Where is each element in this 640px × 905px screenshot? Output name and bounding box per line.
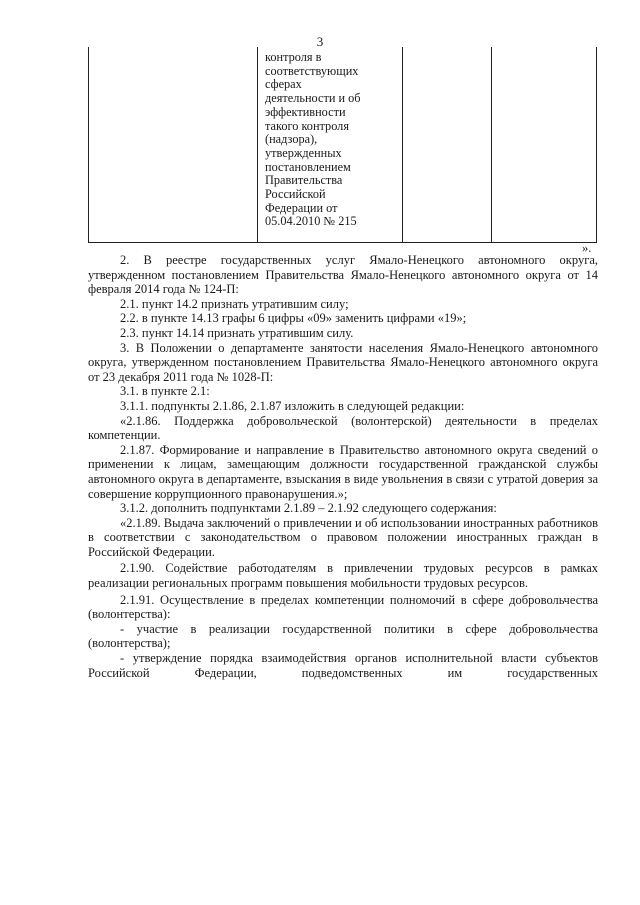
table-cell-line: Федерации от — [265, 200, 338, 215]
table-column-divider — [257, 47, 258, 242]
paragraph-3-1-1: 3.1.1. подпункты 2.1.86, 2.1.87 изложить в следующей редакции: — [120, 398, 465, 413]
table-cell-line: Российской — [265, 187, 326, 202]
paragraph-2-1-89: «2.1.89. Выдача заключений о привлечении и об использовании иностранных работников в соответствии с законодательством о правовом положении иностранных граждан в Российской Федерации. — [88, 515, 598, 559]
paragraph-2-3: 2.3. пункт 14.14 признать утратившим силу. — [120, 325, 354, 340]
table-cell-line: Правительства — [265, 173, 343, 188]
table-cell-line: утвержденных — [265, 145, 342, 160]
table-cell-line: такого контроля — [265, 118, 349, 133]
paragraph-2-2: 2.2. в пункте 14.13 графы 6 цифры «09» заменить цифрами «19»; — [120, 311, 467, 326]
paragraph-3: 3. В Положении о департаменте занятости населения Ямало-Ненецкого автономного округа, утвержденном постановлением Правительства Ямало-Ненецкого автономного округа от 23 декабря 2011 года № 1028-П: — [88, 340, 598, 384]
paragraph-3-1-2: 3.1.2. дополнить подпунктами 2.1.89 – 2.1.92 следующего содержания: — [120, 501, 497, 516]
table-column-divider — [491, 47, 492, 242]
table-closing-quote: ». — [582, 241, 592, 255]
page-number: 3 — [316, 34, 324, 49]
table-cell-line: эффективности — [265, 104, 346, 119]
table-cell-line: деятельности и об — [265, 91, 361, 106]
table-column-divider — [402, 47, 403, 242]
paragraph-2-1: 2.1. пункт 14.2 признать утратившим силу; — [120, 296, 349, 311]
table-cell-line: соответствующих — [265, 63, 359, 78]
table-cell-text — [265, 51, 397, 229]
paragraph-2-1-90: 2.1.90. Содействие работодателям в привлечении трудовых ресурсов в рамках реализации региональных программ повышения мобильности трудовых ресурсов. — [88, 561, 598, 591]
table-cell-line: (надзора), — [265, 132, 318, 147]
paragraph-2-1-91: 2.1.91. Осуществление в пределах компетенции полномочий в сфере добровольчества (волонтерства): — [88, 592, 598, 622]
table-cell-line: контроля в — [265, 50, 322, 64]
document-body — [88, 253, 598, 680]
table-cell-line: постановлением — [265, 159, 351, 174]
table-cell-line: сферах — [265, 77, 302, 92]
table-cell-line: 05.04.2010 № 215 — [265, 214, 357, 229]
list-item-approval: - утверждение порядка взаимодействия органов исполнительной власти субъектов Российской Федерации, подведомственных им государственных — [88, 651, 598, 680]
paragraph-3-1: 3.1. в пункте 2.1: — [120, 384, 210, 399]
list-item-participation: - участие в реализации государственной политики в сфере добровольчества (волонтерства); — [88, 621, 598, 651]
paragraph-2-1-87: 2.1.87. Формирование и направление в Правительство автономного округа сведений о применении к лицам, замещающим должности государственной гражданской службы автономного округа в департаменте, взыскания в виде увольнения в связи с утратой доверия за совершение коррупционного правонарушения.»; — [88, 442, 598, 501]
paragraph-2: 2. В реестре государственных услуг Ямало-Ненецкого автономного округа, утвержденном постановлением Правительства Ямало-Ненецкого автономного округа от 14 февраля 2014 года № 124-П: — [88, 253, 598, 297]
paragraph-2-1-86: «2.1.86. Поддержка добровольческой (волонтерской) деятельности в пределах компетенции. — [88, 413, 598, 443]
table-fragment — [88, 47, 597, 243]
